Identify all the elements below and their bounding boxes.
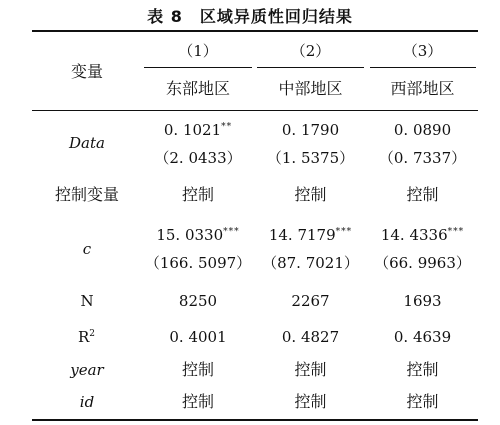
significance-stars: *** (223, 227, 240, 237)
header-col-3-name: 西部地区 (390, 79, 455, 98)
row-data-t-3: （0. 7337） (378, 149, 467, 167)
row-control-label: 控制变量 (54, 185, 119, 204)
row-id-value-1: 控制 (181, 392, 214, 411)
coef-value: 0. 0890 (393, 121, 452, 139)
top-rule (32, 30, 478, 32)
row-r2-label (32, 327, 142, 347)
r2-label-text: R (77, 328, 90, 346)
table-title: 表 8 区域异质性回归结果 (147, 7, 353, 26)
row-data-coef-1 (142, 120, 254, 140)
header-col-1-name: 东部地区 (165, 79, 230, 98)
row-data-t-1: （2. 0433） (154, 149, 242, 167)
coef-value: 15. 0330 (156, 226, 224, 244)
row-year-label: year (70, 361, 104, 379)
row-n-value-3: 1693 (403, 292, 442, 310)
row-year-value-1: 控制 (181, 360, 214, 379)
row-c-t-3: （66. 9963） (374, 254, 471, 272)
row-data-coef-3 (367, 120, 478, 140)
row-c-coef-3 (367, 225, 478, 245)
row-r2-value-3: 0. 4639 (393, 328, 452, 346)
row-id-value-3: 控制 (406, 392, 439, 411)
bottom-rule (32, 419, 478, 421)
significance-stars: *** (447, 227, 465, 237)
row-n-value-2: 2267 (291, 292, 330, 310)
row-c-t-2: （87. 7021） (262, 254, 359, 272)
significance-stars: ** (221, 122, 233, 132)
row-control-value-2: 控制 (294, 185, 327, 204)
row-id-value-2: 控制 (294, 392, 327, 411)
header-col-2-num: （2） (290, 42, 331, 60)
header-col-1-num: （1） (178, 42, 218, 60)
header-col-3-num: （3） (402, 42, 443, 60)
row-data-label: Data (69, 134, 105, 152)
row-year-value-3: 控制 (406, 360, 439, 379)
row-r2-value-2: 0. 4827 (281, 328, 340, 346)
coef-value: 14. 4336 (380, 226, 448, 244)
row-year-value-2: 控制 (294, 360, 327, 379)
header-variable-label: 变量 (70, 62, 103, 81)
row-n-label: N (80, 292, 94, 310)
coef-value: 14. 7179 (268, 226, 336, 244)
coef-value: 0. 1790 (281, 121, 340, 139)
header-col-3-underline (370, 67, 476, 68)
row-control-value-3: 控制 (406, 185, 439, 204)
coef-value: 0. 1021 (163, 121, 222, 139)
row-control-value-1: 控制 (181, 185, 214, 204)
significance-stars: *** (335, 227, 353, 237)
header-col-2-name: 中部地区 (278, 79, 343, 98)
header-col-1-underline (144, 67, 252, 68)
row-id-label: id (79, 393, 95, 411)
row-data-coef-2 (254, 120, 367, 140)
header-col-2-underline (257, 67, 364, 68)
row-c-coef-1 (142, 225, 254, 245)
r2-superscript: 2 (89, 329, 97, 339)
row-c-coef-2 (254, 225, 367, 245)
row-c-label: c (82, 240, 92, 258)
row-data-t-2: （1. 5375） (266, 149, 355, 167)
row-n-value-1: 8250 (178, 292, 218, 310)
header-rule (32, 110, 478, 111)
row-c-t-1: （166. 5097） (144, 254, 252, 272)
row-r2-value-1: 0. 4001 (169, 328, 227, 346)
